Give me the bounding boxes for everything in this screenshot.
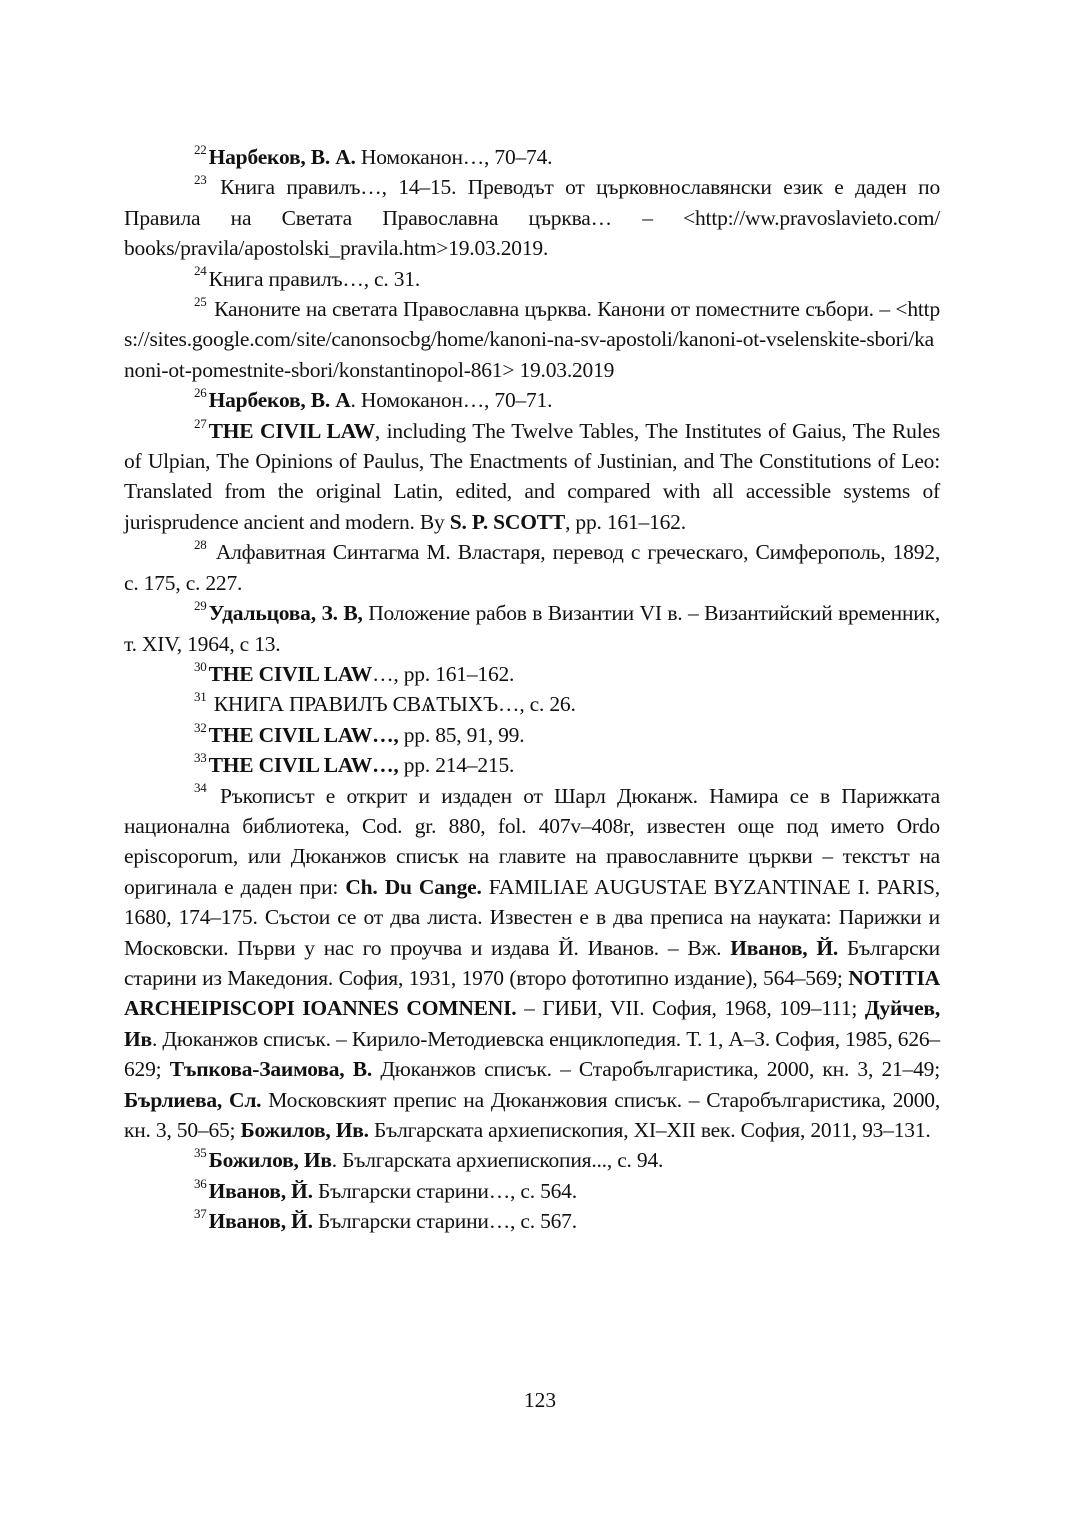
footnote-bold-text: THE CIVIL LAW [208,661,373,686]
footnote-text: pp. 85, 91, 99. [398,722,525,747]
footnote-text: Положение рабов в Византии VI в. – Византийский временник, т. XIV, 1964, с 13. [124,601,940,656]
footnote-26 [124,385,940,415]
footnote-30 [124,659,940,689]
footnote-37 [124,1206,940,1236]
footnote-22 [124,142,940,172]
footnote-bold-text: Нарбеков, В. А. [208,145,356,169]
footnote-bold-text: Божилов, Ив [208,1148,332,1173]
footnote-bold-text: Ch. Du Cange. [345,874,482,899]
footnote-text: . Българската архиепископия..., с. 94. [331,1148,664,1173]
footnote-bold-text: THE CIVIL LAW…, [208,753,399,778]
footnote-29 [124,598,940,659]
footnote-28 [124,537,940,598]
footnote-text: FAMILIAE AUGUSTAE BYZANTINAE I. PARIS, 1680, 174–175. Състои се от два листа. Известен е в два преписа на науката: Парижки и Московски. Първи у нас го проучва и издава Й. Иванов. – Вж. [124,874,940,960]
footnote-text: Алфавитная Синтагма М. Властаря, перевод с греческаго, Симферополь, 1892, с. 175, с. 227. [124,540,940,595]
footnote-text: Дюканжов списък. – Старобългаристика, 2000, кн. 3, 21–49; [372,1057,940,1082]
footnote-bold-text: Дуйчев, Ив [124,996,940,1051]
footnote-text: Български старини из Македония. София, 1931, 1970 (второ фототипно издание), 564–569; [124,935,940,990]
footnote-bold-text: Иванов, Й. [208,1209,313,1234]
footnote-24 [124,264,940,294]
footnote-number: 30 [194,658,207,674]
footnote-bold-text: THE CIVIL LAW…, [208,722,399,747]
footnote-25 [124,294,940,385]
footnote-text: Книга правилъ…, 14–15. Преводът от църковнославянски език е даден по Правила на Светата Православна църква… – <http://ww.pravoslavieto.com/ books/pravila/apostolski_pravila.htm>19.03.2019. [124,175,940,261]
footnote-number: 34 [194,780,207,796]
footnote-bold-text: Нарбеков, В. А [208,388,351,413]
footnote-text: – ГИБИ, VII. София, 1968, 109–111; [516,996,865,1021]
footnote-text: Български старини…, с. 567. [312,1209,577,1234]
footnote-bold-text: THE CIVIL LAW [208,418,375,443]
footnote-bold-text: Удальцова, З. В, [208,601,363,626]
footnote-bold-text: S. P. SCOTT [449,509,566,534]
footnote-bold-text: Божилов, Ив. [240,1118,369,1142]
footnote-bold-text: Бърлиева, Сл. [124,1087,262,1112]
footnote-34 [124,781,940,1146]
footnote-text: …, pp. 161–162. [372,661,515,686]
footnote-number: 27 [194,415,207,431]
footnote-bold-text: NOTITIA ARCHEIPISCOPI IOANNES COMNENI. [124,965,940,1021]
footnote-text: Московският препис на Дюканжовия списък. – Старобългаристика, 2000, кн. 3, 50–65; [124,1087,940,1142]
footnote-number: 35 [194,1145,207,1161]
footnote-number: 26 [194,385,207,401]
footnote-number: 29 [194,597,207,613]
footnote-number: 23 [194,172,207,188]
footnote-number: 32 [194,719,207,735]
page-number: 123 [523,1388,557,1412]
footnote-23 [124,172,940,263]
footnote-text: . Номоканон…, 70–71. [350,388,553,413]
footnote-text: , including The Twelve Tables, The Institutes of Gaius, The Rules of Ulpian, The Opinions of Paulus, The Enactments of Justinian, and The Constitutions of Leo: Translated from the original Latin, edited, and compared with all accessible systems of jurisprudence ancient and modern. By [124,418,941,534]
footnote-text: Българската архиепископия, XI–XII век. София, 2011, 93–131. [368,1118,931,1142]
footnote-number: 24 [194,263,207,279]
footnote-number: 36 [194,1175,207,1191]
footnote-27 [124,416,940,538]
footnote-33 [124,750,940,780]
footnote-number: 33 [194,749,207,765]
footnote-text: Книга правилъ…, с. 31. [208,266,421,291]
footnotes-list [124,142,940,1237]
footnote-number: 25 [194,293,207,309]
footnote-number: 37 [194,1206,207,1222]
footnote-36 [124,1176,940,1206]
footnote-bold-text: Иванов, Й. [730,935,839,960]
footnote-text: , pp. 161–162. [565,509,686,534]
footnote-number: 31 [194,689,207,705]
footnote-bold-text: Тъпкова-Заимова, В. [169,1057,373,1082]
footnote-32 [124,720,940,750]
footnote-bold-text: Иванов, Й. [208,1178,313,1203]
footnote-text: pp. 214–215. [398,753,515,778]
footnote-31 [124,689,940,719]
footnote-text: Български старини…, с. 564. [312,1178,577,1203]
footnote-text: Номоканон…, 70–74. [355,145,553,169]
footnote-text: Каноните на светата Православна църква. Канони от поместните събори. – <https://sites.google.com/site/canonsocbg/home/kanoni-na-sv-apostoli/kanoni-ot-vselenskite-sbori/kanoni-ot-pomestnite-sbori/konstantinopol-861> 19.03.2019 [124,297,940,382]
footnote-number: 22 [194,141,207,157]
footnote-35 [124,1145,940,1175]
footnote-number: 28 [194,537,207,553]
footnote-text: . Дюканжов списък. – Кирило-Методиевска енциклопедия. Т. 1, А–З. София, 1985, 626–629; [124,1026,940,1082]
footnote-text: Ръкописът е открит и издаден от Шарл Дюканж. Намира се в Парижката национална библиотека, Cod. gr. 880, fol. 407v–408r, известен още под името Ordo episcoporum, или Дюканжов списък на главите на православните църкви – текстът на оригинала е даден при: [124,783,940,899]
footnote-text: КНИГА ПРАВИЛЪ СВѦТЫХЪ…, с. 26. [208,692,576,717]
